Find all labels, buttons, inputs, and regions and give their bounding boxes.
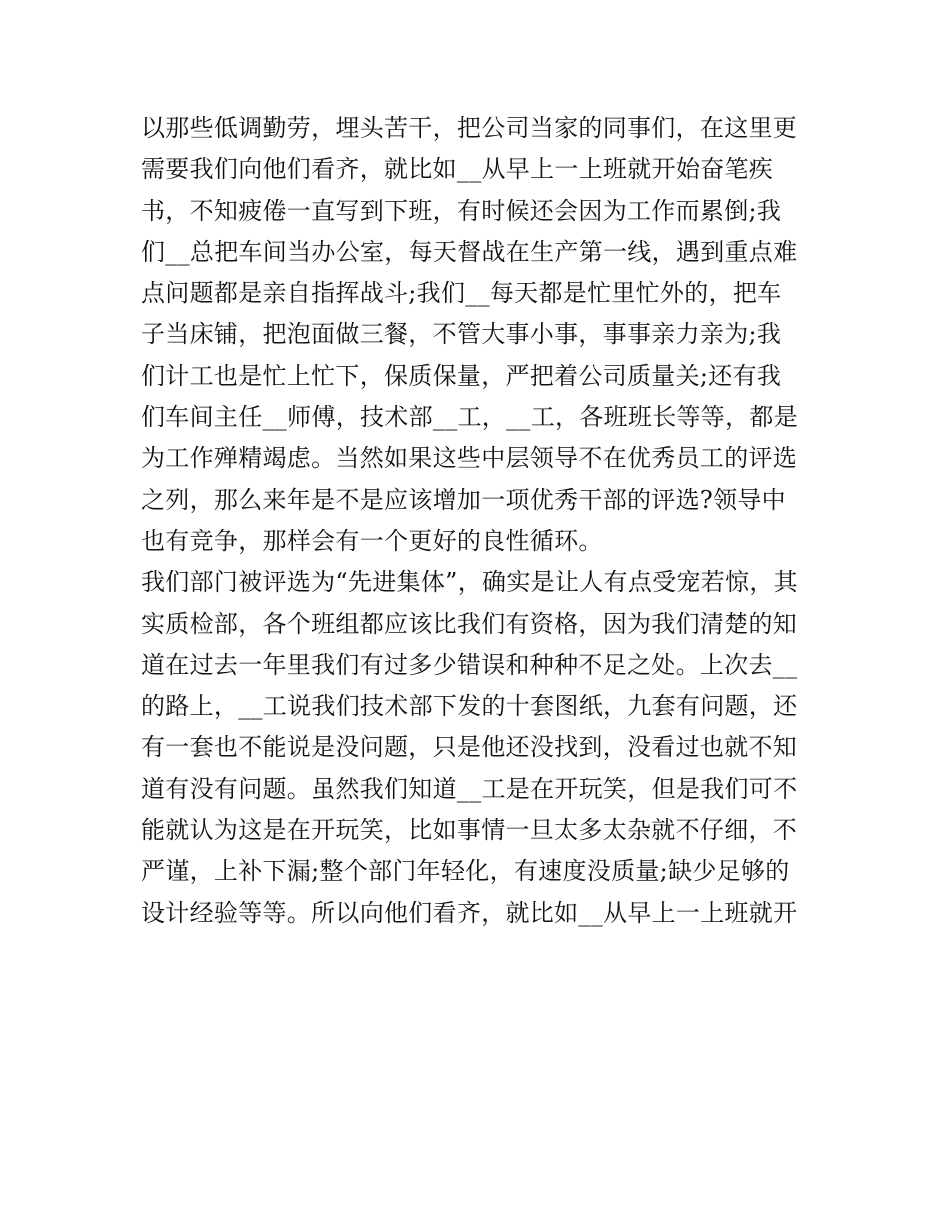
- text-line: 书，不知疲倦一直写到下班，有时候还会因为工作而累倒;我: [141, 196, 782, 225]
- text-line: 也有竞争，那样会有一个更好的良性循环。: [141, 526, 603, 555]
- text-line: 子当床铺，把泡面做三餐，不管大事小事，事事亲力亲为;我: [141, 320, 782, 349]
- text-line: 道在过去一年里我们有过多少错误和种种不足之处。上次去__: [141, 650, 798, 679]
- text-line: 严谨，上补下漏;整个部门年轻化，有速度没质量;缺少足够的: [141, 857, 790, 886]
- body-text: [141, 108, 841, 934]
- text-line: 能就认为这是在开玩笑，比如事情一旦太多太杂就不仔细，不: [141, 816, 798, 845]
- text-line: 们计工也是忙上忙下，保质保量，严把着公司质量关;还有我: [141, 361, 782, 390]
- text-line: 们车间主任__师傅，技术部__工，__工，各班班长等等，都是: [141, 403, 798, 432]
- text-line: 之列，那么来年是不是应该增加一项优秀干部的评选?领导中: [141, 485, 786, 514]
- text-line: 需要我们向他们看齐，就比如__从早上一上班就开始奋笔疾: [141, 155, 774, 184]
- text-line: 点问题都是亲自指挥战斗;我们__每天都是忙里忙外的，把车: [141, 279, 782, 308]
- text-line: 为工作殚精竭虑。当然如果这些中层领导不在优秀员工的评选: [141, 444, 798, 473]
- text-line: 有一套也不能说是没问题，只是他还没找到，没看过也就不知: [141, 733, 798, 762]
- text-line: 实质检部，各个班组都应该比我们有资格，因为我们清楚的知: [141, 609, 798, 638]
- text-line: 我们部门被评选为“先进集体”，确实是让人有点受宠若惊，其: [141, 568, 798, 597]
- text-line: 以那些低调勤劳，埋头苦干，把公司当家的同事们，在这里更: [141, 114, 798, 142]
- text-line: 设计经验等等。所以向他们看齐，就比如__从早上一上班就开: [141, 898, 798, 927]
- text-line: 的路上，__工说我们技术部下发的十套图纸，九套有问题，还: [141, 692, 798, 721]
- text-line: 们__总把车间当办公室，每天督战在生产第一线，遇到重点难: [141, 237, 798, 266]
- text-line: 道有没有问题。虽然我们知道__工是在开玩笑，但是我们可不: [141, 774, 798, 803]
